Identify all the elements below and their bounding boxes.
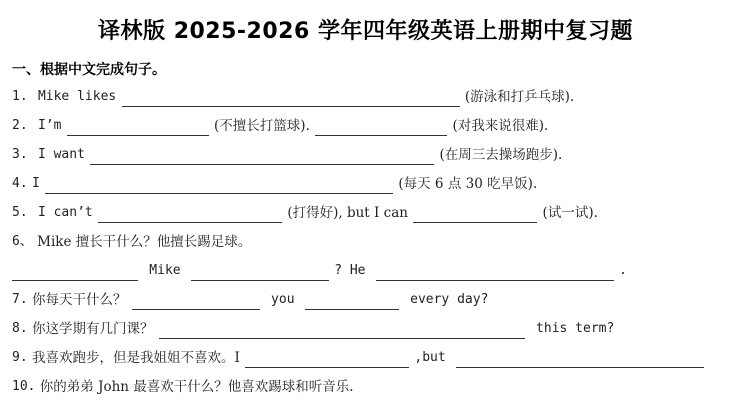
answer-blank[interactable] (67, 120, 209, 136)
page-title: 译林版 2025-2026 学年四年级英语上册期中复习题 (98, 19, 633, 44)
answer-blank[interactable] (98, 207, 282, 223)
question-text: every day? (410, 292, 489, 307)
question-number: 6、 (12, 234, 33, 249)
question-number: 3. (12, 147, 28, 162)
question-text: 我喜欢跑步，但是我姐姐不喜欢。I (31, 350, 240, 366)
question-hint: (不擅长打篮球). (214, 118, 310, 134)
question-text: Mike (149, 263, 181, 278)
question-4 (12, 174, 537, 194)
answer-blank[interactable] (315, 120, 447, 136)
question-number: 7. (12, 292, 28, 307)
question-hint: (每天 6 点 30 吃早饭). (398, 176, 538, 192)
question-6-answer (12, 261, 627, 281)
answer-blank[interactable] (132, 294, 260, 310)
question-text: I can’t (37, 205, 93, 220)
question-text: . (619, 263, 627, 278)
answer-blank[interactable] (159, 323, 525, 339)
question-text: ,but (414, 350, 446, 365)
question-7 (12, 290, 488, 310)
question-text: this term? (536, 321, 615, 336)
answer-blank[interactable] (191, 265, 329, 281)
answer-blank[interactable] (12, 265, 138, 281)
answer-blank[interactable] (90, 149, 434, 165)
question-number: 8. (12, 321, 28, 336)
question-text: I (31, 176, 40, 191)
question-number: 10. (12, 379, 36, 394)
answer-blank[interactable] (376, 265, 614, 281)
question-number: 1. (12, 89, 28, 104)
question-text: Mike 擅长干什么？他擅长踢足球。 (37, 234, 252, 250)
question-3 (12, 145, 562, 165)
answer-blank[interactable] (305, 294, 399, 310)
question-hint: (打得好), but I can (287, 205, 408, 221)
question-2 (12, 116, 548, 136)
question-number: 5. (12, 205, 28, 220)
answer-blank[interactable] (413, 207, 537, 223)
question-text: Mike likes (37, 89, 117, 104)
question-8 (12, 319, 614, 339)
question-1 (12, 87, 574, 107)
question-hint: (在周三去操场跑步). (439, 147, 563, 163)
question-text: I’m (37, 118, 62, 133)
question-hint: (游泳和打乒乓球). (464, 89, 575, 105)
question-text: ? He (334, 263, 366, 278)
question-hint: (试一试). (542, 205, 598, 221)
question-number: 2. (12, 118, 28, 133)
question-5 (12, 203, 598, 223)
question-number: 4. (12, 176, 28, 191)
question-hint: (对我来说很难). (452, 118, 549, 134)
question-number: 9. (12, 350, 28, 365)
question-text: 你这学期有几门课？ (31, 321, 154, 337)
question-text: you (271, 292, 295, 307)
question-6 (12, 232, 251, 252)
question-10 (12, 377, 354, 397)
answer-blank[interactable] (122, 91, 460, 107)
answer-blank[interactable] (45, 178, 393, 194)
answer-blank[interactable] (456, 352, 704, 368)
answer-blank[interactable] (245, 352, 409, 368)
section-heading: 一、根据中文完成句子。 (12, 62, 166, 78)
question-9 (12, 348, 705, 368)
question-text: 你每天干什么？ (31, 292, 127, 308)
question-text: I want (37, 147, 85, 162)
question-text: 你的弟弟 John 最喜欢干什么？他喜欢踢球和听音乐. (39, 379, 354, 395)
